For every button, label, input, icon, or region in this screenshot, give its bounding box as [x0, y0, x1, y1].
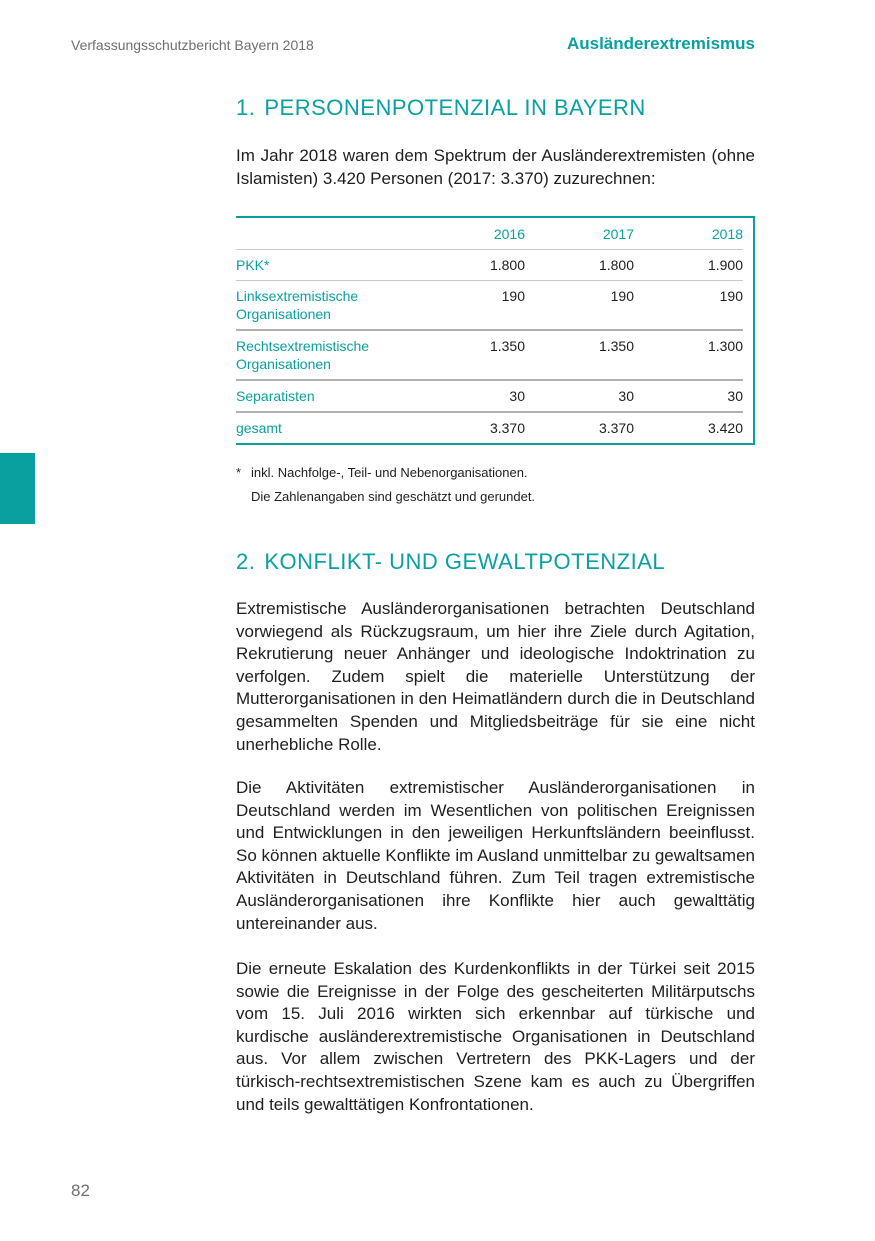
footnote-line-2: Die Zahlenangaben sind geschätzt und gerundet.	[251, 489, 536, 504]
row-value: 1.800	[525, 250, 634, 281]
table-header-2017: 2017	[525, 218, 634, 250]
section-1-title: PERSONENPOTENZIAL IN BAYERN	[264, 95, 646, 120]
running-header-publication: Verfassungsschutzbericht Bayern 2018	[71, 37, 314, 53]
table-row-total	[236, 412, 743, 443]
footnote-line-1	[236, 461, 535, 485]
row-value: 190	[634, 281, 743, 331]
table-row	[236, 281, 743, 331]
section-2-paragraph-1: Extremistische Ausländerorganisationen betrachten Deutschland vorwiegend als Rückzugsraum, um hier ihre Ziele durch Agitation, Rekrutierung neuer Anhänger und ideologische Indoktrination zu verfolgen. Zudem spielt die materielle Unterstützung der Mutterorganisationen in den Heimatländern durch die in Deutschland gesammelten Spenden und Mitgliedsbeiträge für sie eine nicht unerhebliche Rolle.	[236, 599, 755, 754]
row-value: 3.370	[489, 420, 525, 436]
row-value: 30	[416, 380, 525, 412]
table-footnote	[236, 461, 535, 509]
footnote-text-1: inkl. Nachfolge-, Teil- und Nebenorganisationen.	[251, 465, 528, 480]
table-header-row	[236, 218, 743, 250]
section-1-intro: Im Jahr 2018 waren dem Spektrum der Ausländerextremisten (ohne Islamisten) 3.420 Personen (2017: 3.370) zuzurechnen:	[236, 146, 755, 188]
row-label: Linksextremistische Organisationen	[236, 281, 416, 331]
section-1-heading	[236, 95, 646, 121]
section-1-number: 1.	[236, 95, 256, 120]
section-2-title: KONFLIKT- UND GEWALTPOTENZIAL	[264, 549, 666, 574]
table-row	[236, 380, 743, 412]
row-value: 1.350	[525, 330, 634, 380]
row-value: 3.370	[598, 420, 634, 436]
section-2-paragraph-3: Die erneute Eskalation des Kurdenkonflikts in der Türkei seit 2015 sowie die Ereignisse in der Folge des gescheiterten Militärputschs vom 15. Juli 2016 wirkten sich erkennbar auf türkische und kurdische ausländerextremistische Organisationen in Deutschland aus. Vor allem zwischen Vertretern des PKK-Lagers und der türkisch-rechtsextremistischen Szene kam es auch zu Übergriffen und teils gewalttätigen Konfrontationen.	[236, 959, 755, 1114]
row-value: 190	[525, 281, 634, 331]
row-value: 1.900	[634, 250, 743, 281]
row-value: 190	[416, 281, 525, 331]
table-header-2016: 2016	[416, 218, 525, 250]
table-header-label	[236, 218, 416, 250]
section-2-number: 2.	[236, 549, 256, 574]
row-value: 1.300	[634, 330, 743, 380]
section-2-heading	[236, 549, 665, 575]
page-number: 82	[71, 1181, 90, 1200]
running-header-chapter: Ausländerextremismus	[566, 34, 755, 53]
section-2-paragraph-2: Die Aktivitäten extremistischer Ausländerorganisationen in Deutschland werden im Wesentlichen von politischen Ereignissen und Entwicklungen in den jeweiligen Herkunftsländern beeinflusst. So können aktuelle Konflikte im Ausland unmittelbar zu gewaltsamen Aktivitäten in Deutschland führen. Zum Teil tragen extremistische Ausländerorganisationen ihre Konflikte hier auch gewalttätig untereinander aus.	[236, 778, 755, 933]
row-label: gesamt	[236, 420, 282, 436]
row-value: 30	[525, 380, 634, 412]
row-value: 3.420	[707, 420, 743, 436]
table-row	[236, 250, 743, 281]
table-row	[236, 330, 743, 380]
row-value: 1.350	[416, 330, 525, 380]
row-label: Rechtsextremistische Organisationen	[236, 330, 416, 380]
row-label: PKK*	[236, 250, 416, 281]
footnote-marker: *	[236, 465, 242, 480]
table-header-2018: 2018	[634, 218, 743, 250]
row-value: 1.800	[416, 250, 525, 281]
row-value: 30	[634, 380, 743, 412]
row-label: Separatisten	[236, 380, 416, 412]
chapter-side-tab	[0, 453, 35, 524]
personenpotenzial-table	[236, 216, 755, 445]
